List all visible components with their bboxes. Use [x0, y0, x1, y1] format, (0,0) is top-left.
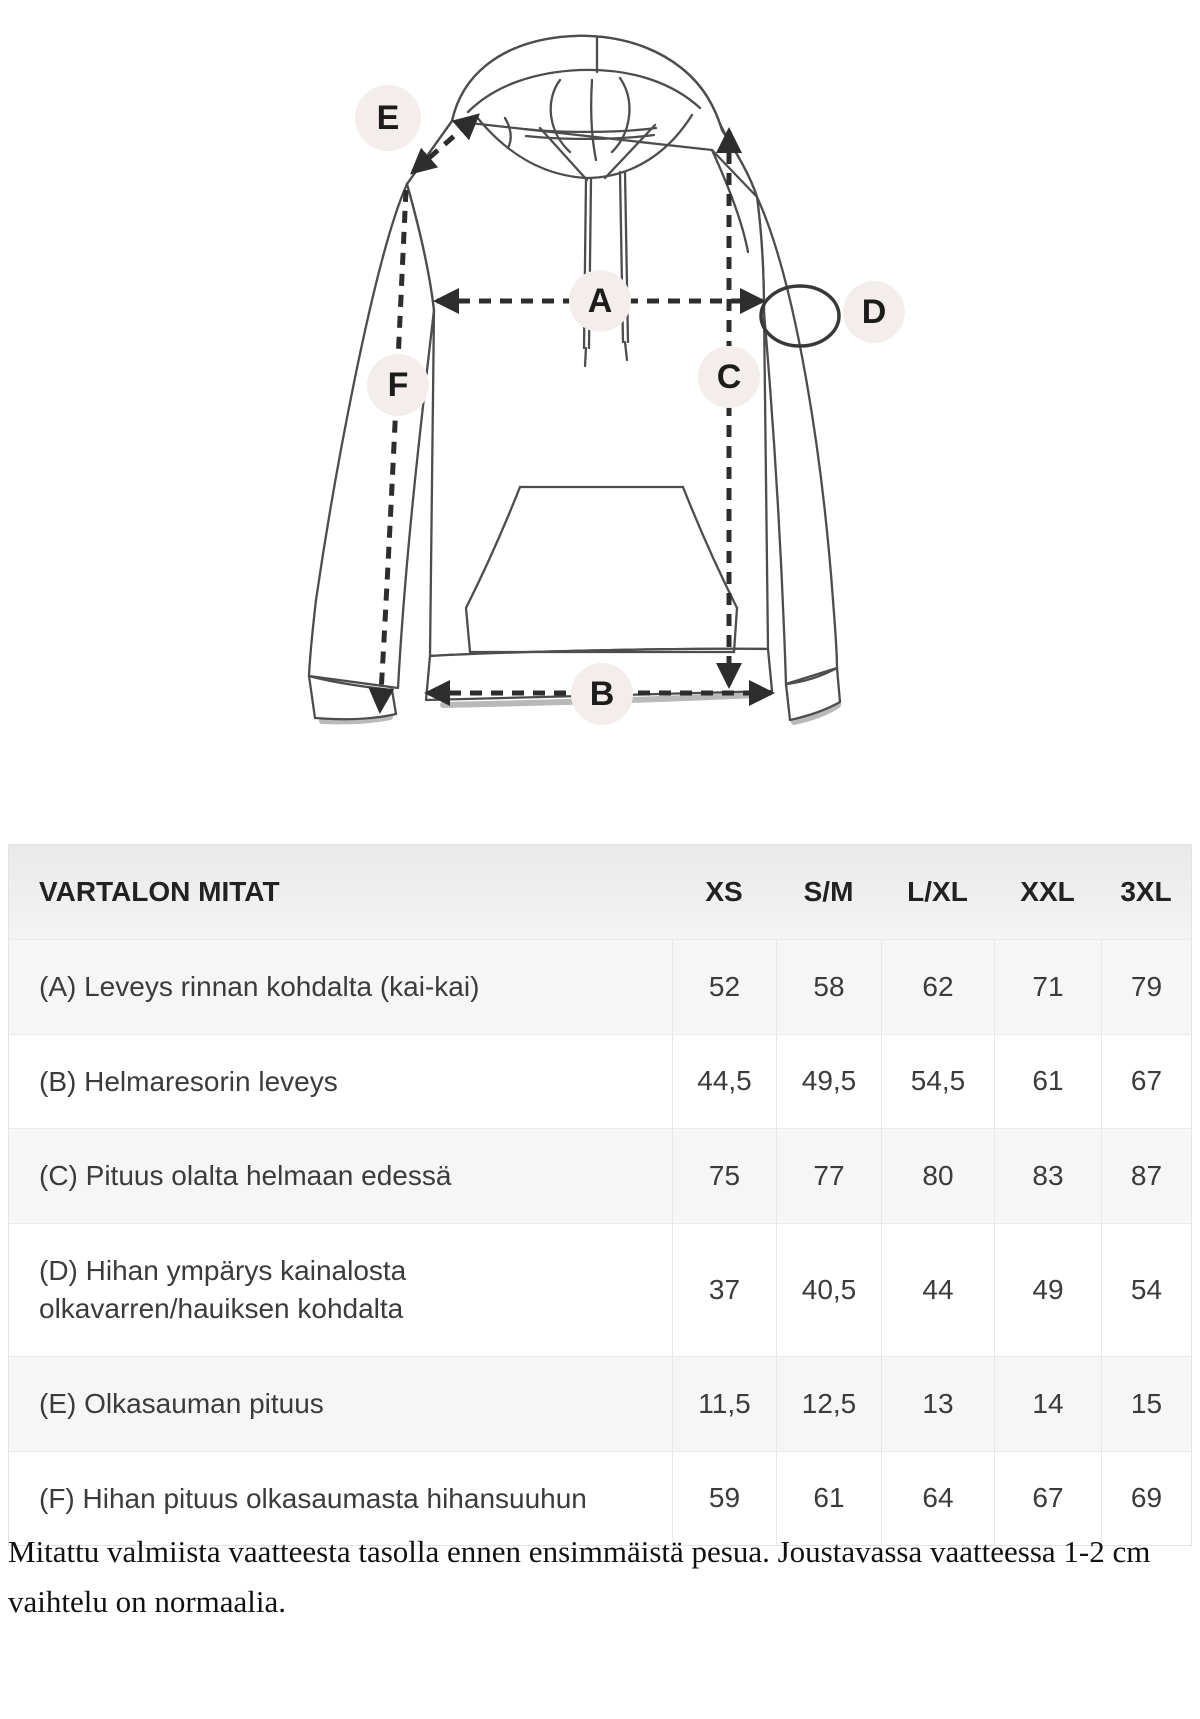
marker-e: [355, 85, 421, 151]
measurement-value: 77: [776, 1129, 881, 1223]
measurement-value: 75: [672, 1129, 776, 1223]
measurement-value: 14: [994, 1357, 1101, 1451]
size-table-body: [9, 939, 1191, 1546]
marker-f: [367, 354, 429, 416]
measurement-label: (A) Leveys rinnan kohdalta (kai-kai): [39, 970, 480, 1002]
size-column-header: S/M: [803, 875, 854, 907]
size-column-header: XXL: [1020, 875, 1075, 907]
table-row: [9, 1356, 1191, 1451]
marker-a: [569, 270, 631, 332]
measurement-value: 59: [672, 1452, 776, 1546]
marker-a-letter: A: [587, 282, 613, 320]
measurement-value: 80: [881, 1129, 994, 1223]
right-sleeve: [757, 197, 840, 720]
measurement-value: 49,5: [776, 1035, 881, 1129]
size-column-header: L/XL: [907, 875, 968, 907]
measurement-value: 61: [994, 1035, 1101, 1129]
size-table-header: [9, 845, 1191, 939]
marker-c-letter: C: [716, 358, 742, 396]
marker-e-letter: E: [376, 99, 400, 137]
table-row: [9, 1223, 1191, 1356]
measurement-value: 87: [1101, 1129, 1191, 1223]
measurement-value: 40,5: [776, 1224, 881, 1356]
size-table: [8, 844, 1192, 1546]
marker-b-letter: B: [589, 675, 615, 713]
table-row: [9, 1034, 1191, 1129]
table-row: [9, 1128, 1191, 1223]
measurement-value: 61: [776, 1452, 881, 1546]
measurement-note: Mitattu valmiista vaatteesta tasolla ennen ensimmäistä pesua. Joustavassa vaatteessa 1-2 cm vaihtelu on normaalia.: [8, 1534, 1151, 1620]
measurement-label: (B) Helmaresorin leveys: [39, 1065, 338, 1097]
measurement-value: 71: [994, 940, 1101, 1034]
measurement-value: 67: [1101, 1035, 1191, 1129]
marker-b: [571, 663, 633, 725]
table-title: VARTALON MITAT: [39, 876, 280, 907]
measurement-value: 54: [1101, 1224, 1191, 1356]
marker-f-letter: F: [387, 366, 409, 404]
measurement-value: 44: [881, 1224, 994, 1356]
size-column-header: 3XL: [1120, 875, 1172, 907]
size-column-header: XS: [705, 875, 743, 907]
measurement-value: 37: [672, 1224, 776, 1356]
measurement-value: 15: [1101, 1357, 1191, 1451]
measurement-label: (D) Hihan ympärys kainalosta olkavarren/hauiksen kohdalta: [39, 1255, 407, 1324]
measurement-value: 12,5: [776, 1357, 881, 1451]
measurement-value: 52: [672, 940, 776, 1034]
measurement-value: 13: [881, 1357, 994, 1451]
measurement-label: (C) Pituus olalta helmaan edessä: [39, 1160, 452, 1192]
measurement-label: (F) Hihan pituus olkasaumasta hihansuuhun: [39, 1482, 587, 1514]
marker-d-letter: D: [861, 293, 887, 331]
hoodie-diagram: [250, 10, 910, 740]
marker-d: [843, 281, 905, 343]
measurement-value: 79: [1101, 940, 1191, 1034]
measurement-value: 83: [994, 1129, 1101, 1223]
measurement-value: 44,5: [672, 1035, 776, 1129]
measurement-value: 54,5: [881, 1035, 994, 1129]
measurement-value: 62: [881, 940, 994, 1034]
measurement-value: 49: [994, 1224, 1101, 1356]
measurement-value: 67: [994, 1452, 1101, 1546]
measurement-value: 64: [881, 1452, 994, 1546]
table-row: [9, 939, 1191, 1034]
left-sleeve: [309, 184, 434, 719]
measurement-value: 11,5: [672, 1357, 776, 1451]
marker-c: [698, 346, 760, 408]
measurement-value: 58: [776, 940, 881, 1034]
hoodie-measurement-diagram: [250, 10, 910, 740]
measurement-label: (E) Olkasauman pituus: [39, 1387, 324, 1419]
measurement-value: 69: [1101, 1452, 1191, 1546]
